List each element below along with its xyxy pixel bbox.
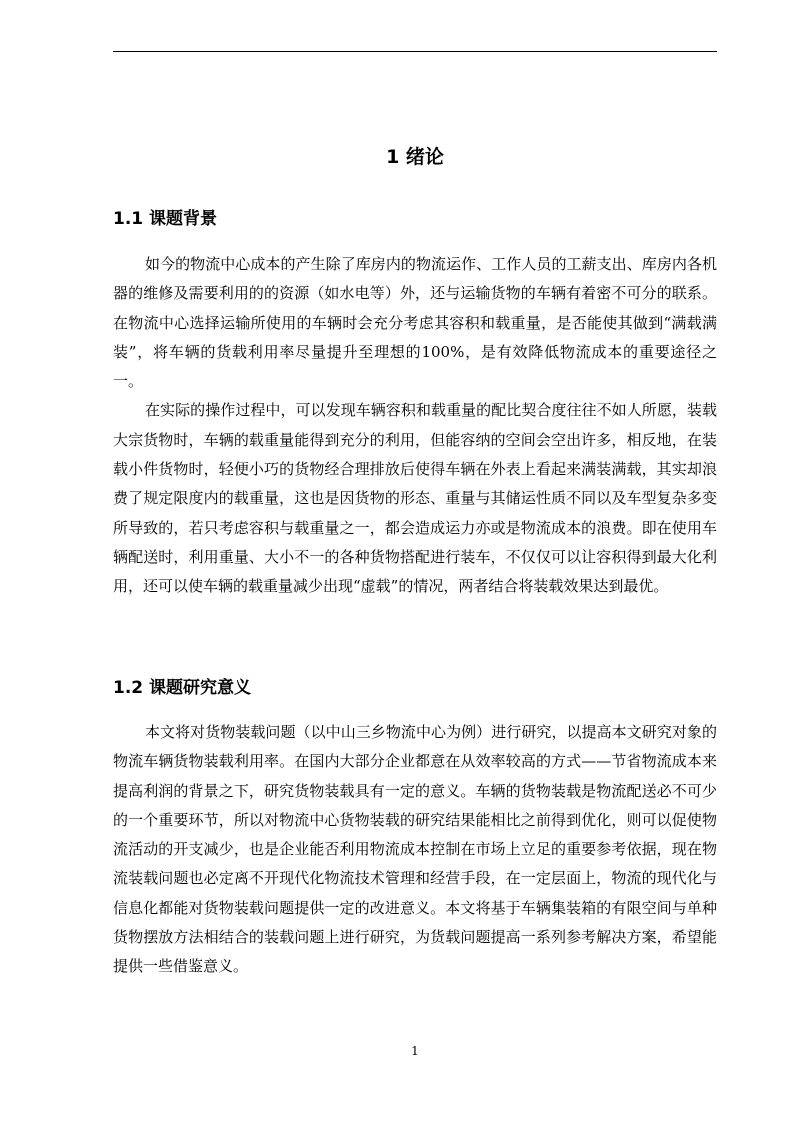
section-body-1-1 [113,250,717,602]
page-number: 1 [411,1044,419,1058]
section-heading-1-2: 1.2 课题研究意义 [113,678,252,698]
paragraph: 本文将对货物装载问题（以中山三乡物流中心为例）进行研究，以提高本文研究对象的物流车辆货物装载利用率。在国内大部分企业都意在从效率较高的方式——节省物流成本来提高利润的背景之下，研究货物装载具有一定的意义。车辆的货物装载是物流配送必不可少的一个重要环节，所以对物流中心货物装载的研究结果能相比之前得到优化，则可以促使物流活动的开支减少，也是企业能否利用物流成本控制在市场上立足的重要参考依据，现在物流装载问题也必定离不开现代化物流技术管理和经营手段，在一定层面上，物流的现代化与信息化都能对货物装载问题提供一定的改进意义。本文将基于车辆集装箱的有限空间与单种货物摆放方法相结合的装载问题上进行研究，为货载问题提高一系列参考解决方案，希望能提供一些借鉴意义。 [113,723,717,976]
paragraph: 如今的物流中心成本的产生除了库房内的物流运作、工作人员的工薪支出、库房内各机器的维修及需要利用的的资源（如水电等）外，还与运输货物的车辆有着密不可分的联系。在物流中心选择运输所使用的车辆时会充分考虑其容积和载重量，是否能使其做到“满载满装”，将车辆的货载利用率尽量提升至理想的100%，是有效降低物流成本的重要途径之一。 [113,255,717,391]
section-body-1-2 [113,718,717,982]
paragraph: 在实际的操作过程中，可以发现车辆容积和载重量的配比契合度往往不如人所愿，装载大宗货物时，车辆的载重量能得到充分的利用，但能容纳的空间会空出许多，相反地，在装载小件货物时，轻便小巧的货物经合理排放后使得车辆在外表上看起来满装满载，其实却浪费了规定限度内的载重量，这也是因货物的形态、重量与其储运性质不同以及车型复杂多变所导致的，若只考虑容积与载重量之一，都会造成运力亦或是物流成本的浪费。即在使用车辆配送时，利用重量、大小不一的各种货物搭配进行装车，不仅仅可以让容积得到最大化利用，还可以使车辆的载重量减少出现“虚载”的情况，两者结合将装载效果达到最优。 [113,401,717,596]
section-heading-1-1: 1.1 课题背景 [113,209,218,229]
header-rule [113,51,717,52]
chapter-title: 1 绪论 [386,146,444,168]
